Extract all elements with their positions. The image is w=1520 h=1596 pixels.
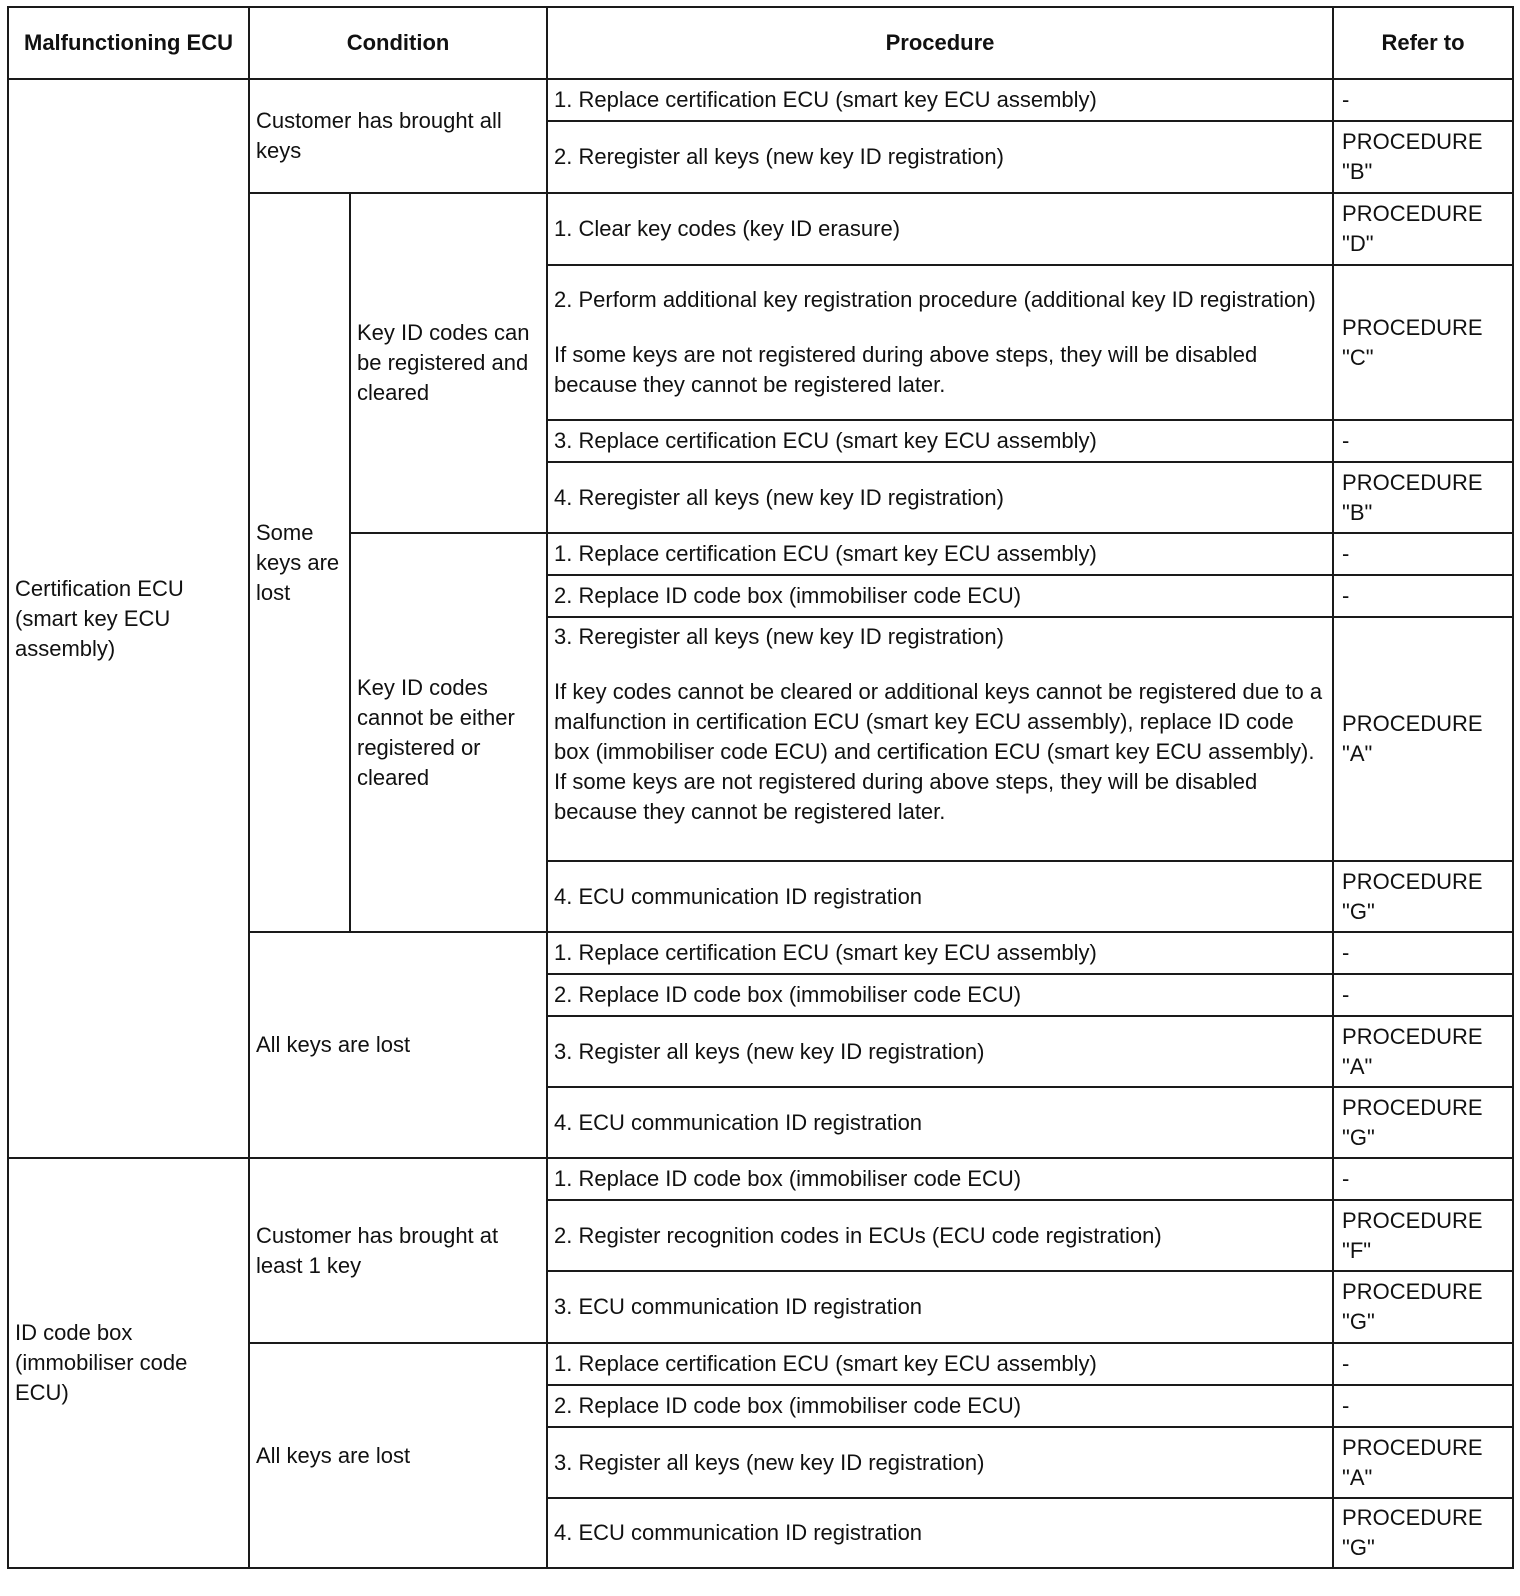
refer-cell: PROCEDURE "B" [1333,121,1513,193]
refer-cell: PROCEDURE "G" [1333,1271,1513,1343]
condition-cell: All keys are lost [249,932,547,1158]
procedure-note: If some keys are not registered during above steps, they will be disabled because they cannot be registered later. [554,342,1258,397]
procedure-note: If key codes cannot be cleared or additional keys cannot be registered due to a malfunction in certification ECU (smart key ECU assembly), replace ID code box (immobiliser code ECU) and certification ECU (smart key ECU assembly). If some keys are not registered during above steps, they will be disabled because they cannot be registered later. [554,679,1323,824]
ecu-cell-certification: Certification ECU (smart key ECU assembly) [8,79,249,1158]
refer-cell: PROCEDURE "A" [1333,1016,1513,1087]
procedure-step: 3. Reregister all keys (new key ID registration) [554,624,1004,649]
refer-cell: PROCEDURE "G" [1333,1087,1513,1158]
procedure-cell: 3. Replace certification ECU (smart key ECU assembly) [547,420,1333,462]
condition-cell: Customer has brought at least 1 key [249,1158,547,1343]
procedure-cell [547,265,1333,420]
condition-cell: Some keys are lost [249,193,350,932]
sub-condition-cell: Key ID codes can be registered and cleared [350,193,547,533]
procedure-cell [547,617,1333,861]
procedure-cell: 2. Replace ID code box (immobiliser code ECU) [547,974,1333,1016]
header-refer-to: Refer to [1333,7,1513,79]
refer-cell: - [1333,79,1513,121]
procedure-cell: 1. Replace certification ECU (smart key ECU assembly) [547,932,1333,974]
procedure-cell: 1. Replace certification ECU (smart key ECU assembly) [547,79,1333,121]
refer-cell: - [1333,1343,1513,1385]
sub-condition-cell: Key ID codes cannot be either registered or cleared [350,533,547,932]
refer-cell: - [1333,932,1513,974]
header-condition: Condition [249,7,547,79]
header-procedure: Procedure [547,7,1333,79]
procedure-step: 2. Perform additional key registration procedure (additional key ID registration) [554,287,1316,312]
procedure-cell: 4. Reregister all keys (new key ID registration) [547,462,1333,533]
procedure-cell: 2. Replace ID code box (immobiliser code ECU) [547,575,1333,617]
procedure-cell: 1. Replace certification ECU (smart key ECU assembly) [547,1343,1333,1385]
refer-cell: PROCEDURE "C" [1333,265,1513,420]
procedure-cell: 3. ECU communication ID registration [547,1271,1333,1343]
procedure-cell: 1. Clear key codes (key ID erasure) [547,193,1333,265]
ecu-procedure-table [7,6,1514,1569]
table-row [8,79,1513,121]
procedure-document [7,6,1514,1569]
procedure-cell: 3. Register all keys (new key ID registration) [547,1427,1333,1498]
refer-cell: - [1333,1158,1513,1200]
refer-cell: - [1333,533,1513,575]
refer-cell: PROCEDURE "D" [1333,193,1513,265]
procedure-cell: 3. Register all keys (new key ID registration) [547,1016,1333,1087]
refer-cell: PROCEDURE "A" [1333,617,1513,861]
header-row [8,7,1513,79]
procedure-cell: 2. Reregister all keys (new key ID registration) [547,121,1333,193]
procedure-cell: 4. ECU communication ID registration [547,861,1333,932]
refer-cell: - [1333,420,1513,462]
refer-cell: PROCEDURE "F" [1333,1200,1513,1271]
refer-cell: PROCEDURE "B" [1333,462,1513,533]
procedure-cell: 1. Replace certification ECU (smart key ECU assembly) [547,533,1333,575]
condition-cell: Customer has brought all keys [249,79,547,193]
procedure-cell: 4. ECU communication ID registration [547,1087,1333,1158]
condition-cell: All keys are lost [249,1343,547,1568]
header-malfunctioning-ecu: Malfunctioning ECU [8,7,249,79]
refer-cell: - [1333,974,1513,1016]
table-row [8,1158,1513,1200]
refer-cell: PROCEDURE "G" [1333,1498,1513,1568]
refer-cell: PROCEDURE "G" [1333,861,1513,932]
refer-cell: - [1333,1385,1513,1427]
procedure-cell: 1. Replace ID code box (immobiliser code ECU) [547,1158,1333,1200]
ecu-cell-id-code-box: ID code box (immobiliser code ECU) [8,1158,249,1568]
refer-cell: - [1333,575,1513,617]
procedure-cell: 2. Replace ID code box (immobiliser code ECU) [547,1385,1333,1427]
refer-cell: PROCEDURE "A" [1333,1427,1513,1498]
procedure-cell: 2. Register recognition codes in ECUs (ECU code registration) [547,1200,1333,1271]
procedure-cell: 4. ECU communication ID registration [547,1498,1333,1568]
